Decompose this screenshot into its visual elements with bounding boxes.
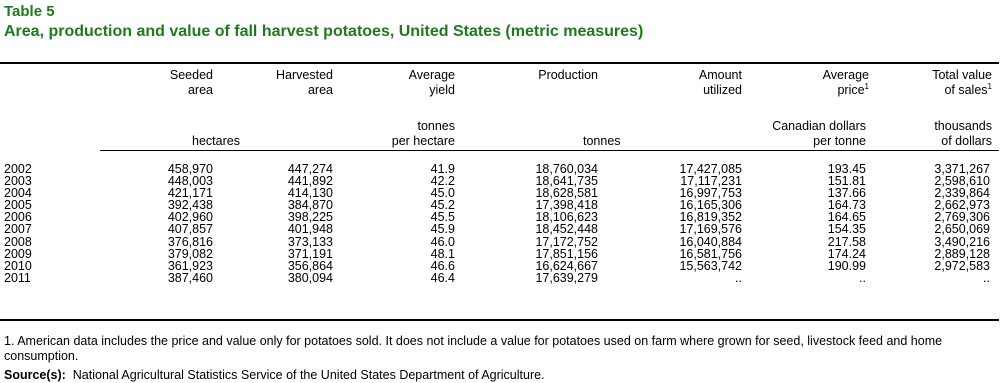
harvested-cell: 398,225	[287, 210, 333, 225]
header-line: utilized	[703, 83, 742, 97]
header-line: Amount	[698, 68, 742, 82]
utilized-cell: 16,997,753	[679, 186, 742, 201]
yield-cell: 46.6	[430, 258, 455, 273]
header-seeded-area	[170, 68, 213, 98]
header-average-yield	[409, 68, 455, 98]
utilized-cell: 17,169,576	[679, 222, 742, 237]
value-cell: 2,769,306	[934, 210, 990, 225]
header-harvested-area	[276, 68, 333, 98]
price-cell: ..	[859, 270, 866, 285]
unit-hectares: hectares	[192, 134, 240, 148]
yield-cell: 45.5	[430, 210, 455, 225]
value-cell: 3,371,267	[934, 162, 990, 176]
seeded-cell: 448,003	[167, 174, 213, 189]
utilized-cell: 16,040,884	[679, 234, 742, 249]
table-title: Area, production and value of fall harvest potatoes, United States (metric measures)	[4, 23, 644, 40]
units-underline	[100, 150, 999, 151]
header-line	[823, 83, 869, 98]
table-row	[0, 223, 999, 235]
production-cell: 17,639,279	[535, 270, 598, 285]
footnote-marker: 1	[987, 82, 992, 91]
unit-line: Canadian dollars	[772, 119, 866, 133]
production-cell: 18,628,581	[535, 186, 598, 201]
table-row	[0, 236, 999, 248]
header-line: Production	[538, 68, 598, 82]
yield-cell: 42.2	[430, 174, 455, 189]
harvested-cell: 373,133	[287, 234, 333, 249]
seeded-cell: 376,816	[167, 234, 213, 249]
unit-value	[934, 119, 992, 149]
header-text: of sales	[944, 83, 988, 97]
bottom-rule	[0, 319, 999, 321]
seeded-cell: 402,960	[167, 210, 213, 225]
table-row	[0, 248, 999, 260]
seeded-cell: 387,460	[167, 270, 213, 285]
year-cell: 2004	[4, 186, 32, 201]
price-cell: 190.99	[827, 258, 866, 273]
production-cell: 18,641,735	[535, 174, 598, 189]
price-cell: 151.81	[827, 174, 866, 189]
unit-line: per hectare	[391, 134, 455, 148]
table-title-block	[4, 3, 643, 42]
header-average-price	[823, 68, 869, 98]
year-cell: 2010	[4, 258, 32, 273]
year-cell: 2006	[4, 210, 32, 225]
top-rule	[0, 62, 999, 64]
seeded-cell: 421,171	[167, 186, 213, 201]
unit-tonnes: tonnes	[583, 134, 621, 148]
unit-line: of dollars	[941, 134, 992, 148]
table-row	[0, 272, 999, 284]
price-cell: 154.35	[827, 222, 866, 237]
harvested-cell: 447,274	[287, 162, 333, 176]
production-cell: 17,398,418	[535, 198, 598, 213]
footnote-marker: 1	[864, 82, 869, 91]
value-cell: 2,339,864	[934, 186, 990, 201]
seeded-cell: 361,923	[167, 258, 213, 273]
value-cell: 2,972,583	[934, 258, 990, 273]
data-table-body	[0, 163, 999, 284]
year-cell: 2002	[4, 162, 32, 176]
utilized-cell: 15,563,742	[679, 258, 742, 273]
unit-line: tonnes	[417, 119, 455, 133]
year-cell: 2011	[4, 270, 31, 285]
header-line: Total value	[932, 68, 992, 82]
harvested-cell: 380,094	[287, 270, 333, 285]
year-cell: 2008	[4, 234, 32, 249]
price-cell: 217.58	[827, 234, 866, 249]
header-line: area	[307, 83, 333, 97]
header-line: Average	[408, 68, 455, 82]
value-cell: 2,889,128	[934, 246, 990, 261]
header-line: yield	[429, 83, 455, 97]
yield-cell: 41.9	[430, 162, 455, 176]
utilized-cell: 17,427,085	[679, 162, 742, 176]
production-cell: 18,760,034	[535, 162, 598, 176]
header-line: Average	[822, 68, 869, 82]
source-label: Source(s):	[4, 368, 66, 382]
header-line: Seeded	[169, 68, 213, 82]
header-line: area	[187, 83, 213, 97]
seeded-cell: 407,857	[167, 222, 213, 237]
harvested-cell: 371,191	[287, 246, 333, 261]
unit-line: per tonne	[813, 134, 866, 148]
production-cell: 18,452,448	[535, 222, 598, 237]
yield-cell: 46.4	[430, 270, 455, 285]
year-cell: 2009	[4, 246, 32, 261]
production-cell: 17,172,752	[535, 234, 598, 249]
table-row	[0, 260, 999, 272]
harvested-cell: 384,870	[287, 198, 333, 213]
year-cell: 2007	[4, 222, 32, 237]
harvested-cell: 401,948	[287, 222, 333, 237]
header-text: price	[837, 83, 865, 97]
production-cell: 18,106,623	[535, 210, 598, 225]
price-cell: 174.24	[827, 246, 866, 261]
price-cell: 137.66	[827, 186, 866, 201]
year-cell: 2005	[4, 198, 32, 213]
unit-yield	[392, 119, 455, 149]
price-cell: 164.65	[827, 210, 866, 225]
harvested-cell: 414,130	[287, 186, 333, 201]
yield-cell: 48.1	[430, 246, 455, 261]
utilized-cell: 17,117,231	[680, 174, 742, 189]
unit-price	[772, 119, 866, 149]
yield-cell: 45.0	[430, 186, 455, 201]
utilized-cell: ..	[735, 270, 742, 285]
yield-cell: 45.2	[430, 198, 455, 213]
seeded-cell: 458,970	[167, 162, 213, 176]
value-cell: 3,490,216	[934, 234, 990, 249]
yield-cell: 45.9	[430, 222, 455, 237]
price-cell: 193.45	[827, 162, 866, 176]
production-cell: 17,851,156	[535, 246, 598, 261]
source-text: National Agricultural Statistics Service of the United States Department of Agriculture.	[72, 368, 545, 382]
utilized-cell: 16,165,306	[679, 198, 742, 213]
value-cell: ..	[983, 270, 990, 285]
value-cell: 2,598,610	[934, 174, 990, 189]
yield-cell: 46.0	[430, 234, 455, 249]
price-cell: 164.73	[827, 198, 866, 213]
header-total-value	[932, 68, 992, 98]
year-cell: 2003	[4, 174, 32, 189]
utilized-cell: 16,819,352	[679, 210, 742, 225]
header-amount-utilized	[699, 68, 742, 98]
footnote: 1. American data includes the price and value only for potatoes sold. It does not include a value for potatoes used on farm where grown for seed, livestock feed and home consumption.	[4, 334, 943, 363]
value-cell: 2,650,069	[934, 222, 990, 237]
production-cell: 16,624,667	[535, 258, 598, 273]
source-line	[4, 368, 545, 383]
harvested-cell: 441,892	[287, 174, 333, 189]
table-number: Table 5	[4, 3, 55, 20]
seeded-cell: 392,438	[167, 198, 213, 213]
seeded-cell: 379,082	[167, 246, 213, 261]
header-line: Harvested	[276, 68, 333, 82]
value-cell: 2,662,973	[934, 198, 990, 213]
header-production	[538, 68, 598, 83]
harvested-cell: 356,864	[287, 258, 333, 273]
unit-line: thousands	[934, 119, 992, 133]
header-line	[932, 83, 992, 98]
utilized-cell: 16,581,756	[679, 246, 742, 261]
